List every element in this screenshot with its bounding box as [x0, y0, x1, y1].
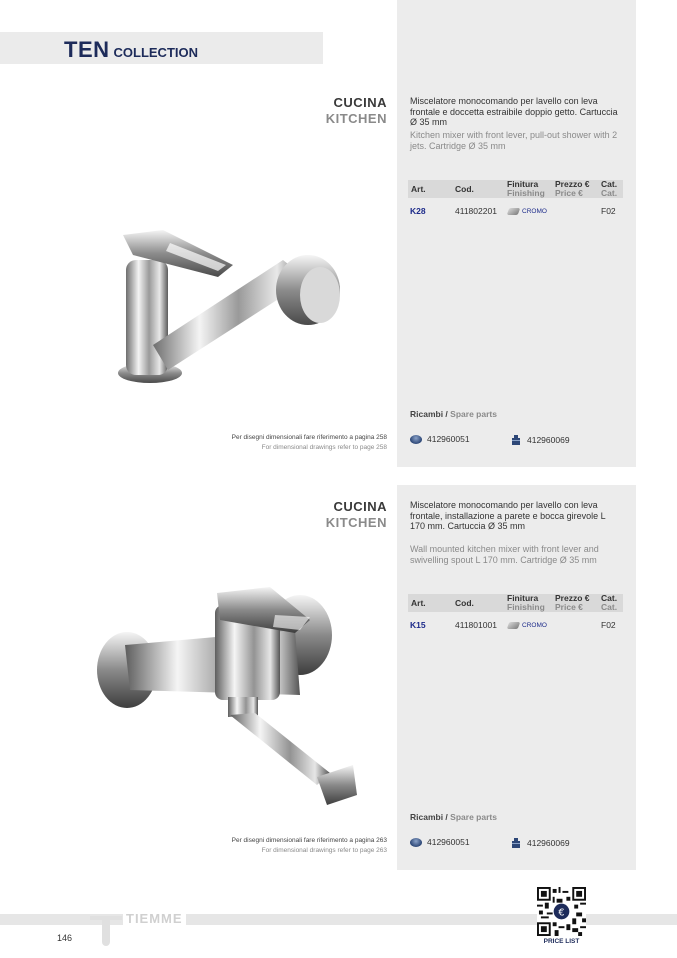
col-finitura: Finitura: [507, 179, 539, 189]
dimensional-drawing-note: [232, 836, 387, 856]
spare-part-code: 412960051: [427, 434, 470, 444]
collection-title-main: TEN: [64, 37, 110, 62]
col-finishing: Finishing: [507, 188, 545, 198]
brand-mark-icon: [88, 910, 124, 946]
col-art: Art.: [411, 184, 426, 194]
aerator-icon: [510, 434, 522, 446]
drawing-note-it: Per disegni dimensionali fare riferimento a pagina 263: [231, 837, 387, 844]
brand-logo: TIEMME: [123, 911, 186, 926]
product-table-header: [408, 180, 623, 198]
product-code: 411802201: [455, 206, 497, 216]
table-row: [408, 620, 623, 632]
spare-part-aerator: [510, 837, 570, 849]
col-prezzo: Prezzo €: [555, 179, 590, 189]
collection-title-sub: COLLECTION: [113, 45, 198, 60]
drawing-note-it: Per disegni dimensionali fare riferimento a pagina 258: [231, 434, 387, 441]
product-description-en: Wall mounted kitchen mixer with front lever and swivelling spout L 170 mm. Cartridge Ø 35 mm: [410, 544, 599, 565]
cat-value: F02: [601, 206, 616, 216]
category-label-en: KITCHEN: [325, 515, 387, 530]
finish-label: CROMO: [522, 208, 547, 216]
col-finitura: Finitura: [507, 593, 539, 603]
chrome-swatch-icon: [507, 208, 521, 215]
finish-cell: [508, 206, 547, 216]
col-cod: Cod.: [455, 184, 474, 194]
product-table-header: [408, 594, 623, 612]
finish-cell: [508, 620, 547, 630]
col-cat-it: Cat.: [601, 593, 618, 603]
spare-part-code: 412960069: [527, 838, 570, 848]
spare-label-it: Ricambi /: [410, 812, 448, 822]
spare-parts-title: [410, 409, 497, 419]
category-label-en: KITCHEN: [325, 111, 387, 126]
collection-title: [64, 37, 198, 63]
dimensional-drawing-note: [232, 433, 387, 453]
cartridge-icon: [410, 838, 422, 847]
qr-code-icon[interactable]: [537, 887, 586, 936]
col-cod: Cod.: [455, 598, 474, 608]
product-description-it: Miscelatore monocomando per lavello con leva frontale e doccetta estraibile doppio getto. Cartuccia Ø 35 mm: [410, 96, 618, 127]
col-cat-en: Cat.: [601, 602, 618, 612]
col-price: Price €: [555, 188, 583, 198]
col-finishing: Finishing: [507, 602, 545, 612]
drawing-note-en: For dimensional drawings refer to page 258: [261, 444, 387, 451]
spare-part-code: 412960069: [527, 435, 570, 445]
spare-label-en: Spare parts: [450, 812, 497, 822]
chrome-swatch-icon: [507, 622, 521, 629]
col-cat-it: Cat.: [601, 179, 618, 189]
finish-label: CROMO: [522, 622, 547, 630]
product-description-it: Miscelatore monocomando per lavello con leva frontale, installazione a parete e bocca girevole L 170 mm. Cartuccia Ø 35 mm: [410, 500, 606, 531]
spare-part-cartridge: [410, 837, 470, 847]
wall-mounted-kitchen-mixer-image: [95, 585, 360, 807]
product-code: 411801001: [455, 620, 497, 630]
spare-label-en: Spare parts: [450, 409, 497, 419]
cartridge-icon: [410, 435, 422, 444]
product-description-en: Kitchen mixer with front lever, pull-out shower with 2 jets. Cartridge Ø 35 mm: [410, 130, 618, 151]
spare-part-aerator: [510, 434, 570, 446]
article-code: K28: [410, 206, 426, 216]
spare-part-code: 412960051: [427, 837, 470, 847]
article-code: K15: [410, 620, 426, 630]
table-row: [408, 206, 623, 218]
spare-parts-title: [410, 812, 497, 822]
col-price: Price €: [555, 602, 583, 612]
aerator-icon: [510, 837, 522, 849]
spare-label-it: Ricambi /: [410, 409, 448, 419]
spare-part-cartridge: [410, 434, 470, 444]
category-label-it: CUCINA: [333, 95, 387, 110]
col-prezzo: Prezzo €: [555, 593, 590, 603]
page-number: 146: [57, 933, 73, 943]
col-art: Art.: [411, 598, 426, 608]
svg-text:€: €: [558, 907, 565, 919]
category-label-it: CUCINA: [333, 499, 387, 514]
kitchen-mixer-pullout-image: [108, 225, 348, 387]
qr-price-list-label: PRICE LIST: [543, 938, 580, 945]
product-info-panel-1: [397, 0, 636, 467]
drawing-note-en: For dimensional drawings refer to page 263: [261, 847, 387, 854]
col-cat-en: Cat.: [601, 188, 618, 198]
cat-value: F02: [601, 620, 616, 630]
